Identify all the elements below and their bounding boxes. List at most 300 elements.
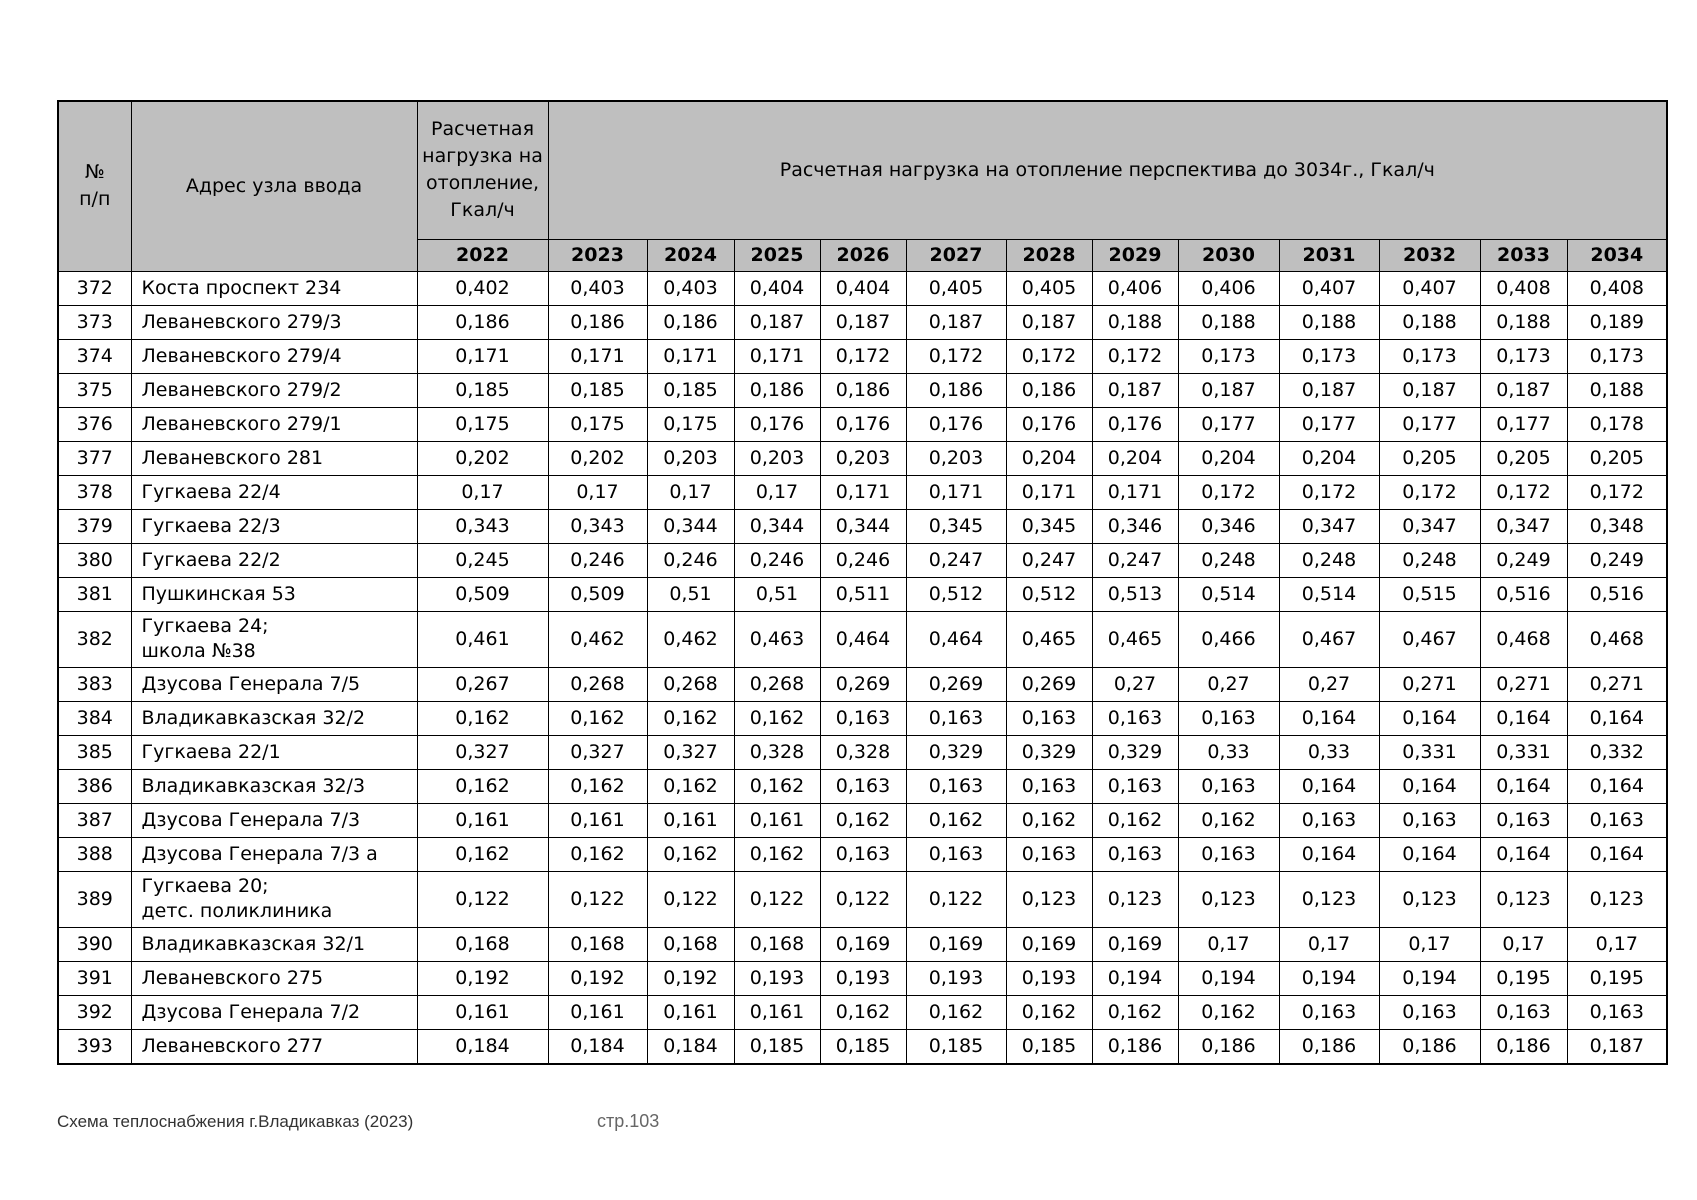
load-value-cell: 0,186 — [906, 373, 1006, 407]
year-header: 2030 — [1178, 239, 1279, 271]
row-number: 376 — [58, 407, 131, 441]
load-value-cell: 0,162 — [417, 837, 548, 871]
load-value-cell: 0,344 — [647, 509, 734, 543]
load-value-cell: 0,163 — [1379, 803, 1480, 837]
year-header: 2032 — [1379, 239, 1480, 271]
row-number: 389 — [58, 871, 131, 927]
load-value-cell: 0,249 — [1567, 543, 1667, 577]
load-value-cell: 0,163 — [1480, 803, 1567, 837]
row-number: 385 — [58, 735, 131, 769]
load-value-cell: 0,185 — [1006, 1029, 1092, 1064]
row-number: 382 — [58, 611, 131, 667]
header-address-label: Адрес узла ввода — [185, 174, 363, 197]
load-value-cell: 0,162 — [1178, 803, 1279, 837]
table-row — [58, 271, 1667, 305]
load-value-cell: 0,247 — [1092, 543, 1178, 577]
load-value-cell: 0,463 — [734, 611, 820, 667]
year-header: 2026 — [820, 239, 906, 271]
row-address: Гугкаева 22/2 — [131, 543, 417, 577]
load-value-cell: 0,193 — [906, 961, 1006, 995]
load-value-cell: 0,163 — [1006, 837, 1092, 871]
load-value-cell: 0,163 — [1178, 769, 1279, 803]
load-value-cell: 0,192 — [548, 961, 647, 995]
load-value-cell: 0,162 — [1006, 995, 1092, 1029]
row-address: Леваневского 279/1 — [131, 407, 417, 441]
load-value-cell: 0,188 — [1480, 305, 1567, 339]
load-value-cell: 0,267 — [417, 667, 548, 701]
row-number: 391 — [58, 961, 131, 995]
load-value-cell: 0,163 — [1092, 769, 1178, 803]
load-value-cell: 0,187 — [1178, 373, 1279, 407]
year-header: 2031 — [1279, 239, 1379, 271]
table-row — [58, 871, 1667, 927]
load-value-cell: 0,172 — [1480, 475, 1567, 509]
load-value-cell: 0,17 — [548, 475, 647, 509]
load-value-cell: 0,332 — [1567, 735, 1667, 769]
load-value-cell: 0,122 — [906, 871, 1006, 927]
load-value-cell: 0,345 — [1006, 509, 1092, 543]
table-row — [58, 577, 1667, 611]
heat-load-table — [57, 100, 1668, 1065]
load-value-cell: 0,171 — [548, 339, 647, 373]
load-value-cell: 0,327 — [548, 735, 647, 769]
load-value-cell: 0,171 — [820, 475, 906, 509]
load-value-cell: 0,171 — [906, 475, 1006, 509]
load-value-cell: 0,248 — [1379, 543, 1480, 577]
row-address: Пушкинская 53 — [131, 577, 417, 611]
load-value-cell: 0,172 — [1178, 475, 1279, 509]
load-value-cell: 0,403 — [647, 271, 734, 305]
load-value-cell: 0,405 — [906, 271, 1006, 305]
load-value-cell: 0,185 — [417, 373, 548, 407]
row-address: Владикавказская 32/3 — [131, 769, 417, 803]
load-value-cell: 0,185 — [820, 1029, 906, 1064]
load-value-cell: 0,162 — [734, 837, 820, 871]
load-value-cell: 0,176 — [1092, 407, 1178, 441]
load-value-cell: 0,27 — [1092, 667, 1178, 701]
load-value-cell: 0,408 — [1567, 271, 1667, 305]
load-value-cell: 0,466 — [1178, 611, 1279, 667]
load-value-cell: 0,268 — [734, 667, 820, 701]
load-value-cell: 0,247 — [1006, 543, 1092, 577]
load-value-cell: 0,407 — [1279, 271, 1379, 305]
load-value-cell: 0,246 — [647, 543, 734, 577]
load-value-cell: 0,194 — [1178, 961, 1279, 995]
load-value-cell: 0,33 — [1178, 735, 1279, 769]
load-value-cell: 0,162 — [820, 995, 906, 1029]
load-value-cell: 0,162 — [647, 701, 734, 735]
load-value-cell: 0,123 — [1006, 871, 1092, 927]
row-number: 388 — [58, 837, 131, 871]
load-value-cell: 0,194 — [1092, 961, 1178, 995]
load-value-cell: 0,163 — [1178, 837, 1279, 871]
load-value-cell: 0,122 — [820, 871, 906, 927]
load-value-cell: 0,327 — [417, 735, 548, 769]
row-address: Дзусова Генерала 7/2 — [131, 995, 417, 1029]
load-value-cell: 0,161 — [548, 803, 647, 837]
load-value-cell: 0,189 — [1567, 305, 1667, 339]
load-value-cell: 0,194 — [1279, 961, 1379, 995]
load-value-cell: 0,513 — [1092, 577, 1178, 611]
load-value-cell: 0,512 — [1006, 577, 1092, 611]
load-value-cell: 0,177 — [1279, 407, 1379, 441]
load-value-cell: 0,168 — [734, 927, 820, 961]
load-value-cell: 0,172 — [906, 339, 1006, 373]
load-value-cell: 0,329 — [1006, 735, 1092, 769]
load-value-cell: 0,188 — [1279, 305, 1379, 339]
load-value-cell: 0,516 — [1567, 577, 1667, 611]
table-row — [58, 1029, 1667, 1064]
row-number: 387 — [58, 803, 131, 837]
load-value-cell: 0,465 — [1092, 611, 1178, 667]
load-value-cell: 0,248 — [1279, 543, 1379, 577]
load-value-cell: 0,164 — [1279, 837, 1379, 871]
table-row — [58, 701, 1667, 735]
load-value-cell: 0,164 — [1279, 701, 1379, 735]
row-number: 375 — [58, 373, 131, 407]
load-value-cell: 0,347 — [1379, 509, 1480, 543]
year-header: 2029 — [1092, 239, 1178, 271]
load-value-cell: 0,122 — [647, 871, 734, 927]
load-value-cell: 0,17 — [647, 475, 734, 509]
load-value-cell: 0,268 — [548, 667, 647, 701]
row-address: Гугкаева 22/4 — [131, 475, 417, 509]
load-value-cell: 0,171 — [417, 339, 548, 373]
load-value-cell: 0,123 — [1379, 871, 1480, 927]
load-value-cell: 0,509 — [548, 577, 647, 611]
load-value-cell: 0,188 — [1178, 305, 1279, 339]
load-value-cell: 0,203 — [820, 441, 906, 475]
load-value-cell: 0,162 — [734, 769, 820, 803]
load-value-cell: 0,163 — [820, 769, 906, 803]
load-value-cell: 0,162 — [548, 701, 647, 735]
load-value-cell: 0,17 — [1567, 927, 1667, 961]
load-value-cell: 0,168 — [417, 927, 548, 961]
load-value-cell: 0,173 — [1480, 339, 1567, 373]
load-value-cell: 0,268 — [647, 667, 734, 701]
load-value-cell: 0,514 — [1178, 577, 1279, 611]
load-value-cell: 0,188 — [1092, 305, 1178, 339]
table-row — [58, 927, 1667, 961]
table-row — [58, 735, 1667, 769]
load-value-cell: 0,462 — [647, 611, 734, 667]
load-value-cell: 0,329 — [906, 735, 1006, 769]
load-value-cell: 0,202 — [417, 441, 548, 475]
load-value-cell: 0,163 — [906, 769, 1006, 803]
load-value-cell: 0,173 — [1567, 339, 1667, 373]
load-value-cell: 0,162 — [1178, 995, 1279, 1029]
load-value-cell: 0,172 — [820, 339, 906, 373]
heat-load-table-wrapper — [57, 100, 1665, 1065]
load-value-cell: 0,122 — [417, 871, 548, 927]
load-value-cell: 0,172 — [1379, 475, 1480, 509]
load-value-cell: 0,269 — [820, 667, 906, 701]
load-value-cell: 0,163 — [1567, 995, 1667, 1029]
header-number-label: № п/п — [79, 161, 111, 211]
table-row — [58, 509, 1667, 543]
row-address: Дзусова Генерала 7/3 а — [131, 837, 417, 871]
table-row — [58, 339, 1667, 373]
load-value-cell: 0,184 — [647, 1029, 734, 1064]
load-value-cell: 0,193 — [734, 961, 820, 995]
table-row — [58, 441, 1667, 475]
load-value-cell: 0,329 — [1092, 735, 1178, 769]
load-value-cell: 0,172 — [1092, 339, 1178, 373]
load-value-cell: 0,516 — [1480, 577, 1567, 611]
year-header: 2022 — [417, 239, 548, 271]
load-value-cell: 0,271 — [1480, 667, 1567, 701]
row-number: 373 — [58, 305, 131, 339]
load-value-cell: 0,173 — [1178, 339, 1279, 373]
load-value-cell: 0,192 — [647, 961, 734, 995]
load-value-cell: 0,163 — [1006, 769, 1092, 803]
year-header: 2034 — [1567, 239, 1667, 271]
load-value-cell: 0,17 — [1178, 927, 1279, 961]
header-load — [417, 101, 548, 239]
row-number: 383 — [58, 667, 131, 701]
row-number: 386 — [58, 769, 131, 803]
load-value-cell: 0,185 — [734, 1029, 820, 1064]
load-value-cell: 0,205 — [1480, 441, 1567, 475]
load-value-cell: 0,164 — [1480, 837, 1567, 871]
load-value-cell: 0,184 — [417, 1029, 548, 1064]
load-value-cell: 0,343 — [548, 509, 647, 543]
load-value-cell: 0,187 — [734, 305, 820, 339]
table-row — [58, 769, 1667, 803]
table-row — [58, 837, 1667, 871]
load-value-cell: 0,404 — [734, 271, 820, 305]
year-header: 2025 — [734, 239, 820, 271]
load-value-cell: 0,407 — [1379, 271, 1480, 305]
load-value-cell: 0,186 — [1279, 1029, 1379, 1064]
load-value-cell: 0,468 — [1480, 611, 1567, 667]
load-value-cell: 0,162 — [734, 701, 820, 735]
load-value-cell: 0,51 — [647, 577, 734, 611]
header-load-label: Расчетная нагрузка на отопление, Гкал/ч — [422, 118, 543, 222]
load-value-cell: 0,205 — [1567, 441, 1667, 475]
load-value-cell: 0,162 — [1006, 803, 1092, 837]
load-value-cell: 0,406 — [1092, 271, 1178, 305]
table-row — [58, 995, 1667, 1029]
load-value-cell: 0,164 — [1379, 837, 1480, 871]
load-value-cell: 0,164 — [1379, 769, 1480, 803]
load-value-cell: 0,186 — [548, 305, 647, 339]
table-row — [58, 305, 1667, 339]
load-value-cell: 0,204 — [1178, 441, 1279, 475]
load-value-cell: 0,169 — [820, 927, 906, 961]
header-perspective-label: Расчетная нагрузка на отопление перспектива до 3034г., Гкал/ч — [779, 158, 1435, 181]
load-value-cell: 0,247 — [906, 543, 1006, 577]
load-value-cell: 0,331 — [1480, 735, 1567, 769]
load-value-cell: 0,246 — [548, 543, 647, 577]
table-row — [58, 373, 1667, 407]
load-value-cell: 0,188 — [1379, 305, 1480, 339]
load-value-cell: 0,187 — [1379, 373, 1480, 407]
load-value-cell: 0,51 — [734, 577, 820, 611]
load-value-cell: 0,249 — [1480, 543, 1567, 577]
row-number: 384 — [58, 701, 131, 735]
load-value-cell: 0,17 — [417, 475, 548, 509]
load-value-cell: 0,172 — [1567, 475, 1667, 509]
row-address: Дзусова Генерала 7/5 — [131, 667, 417, 701]
load-value-cell: 0,163 — [1480, 995, 1567, 1029]
load-value-cell: 0,344 — [734, 509, 820, 543]
table-row — [58, 961, 1667, 995]
row-address: Дзусова Генерала 7/3 — [131, 803, 417, 837]
load-value-cell: 0,203 — [734, 441, 820, 475]
load-value-cell: 0,186 — [820, 373, 906, 407]
table-row — [58, 475, 1667, 509]
load-value-cell: 0,185 — [647, 373, 734, 407]
load-value-cell: 0,348 — [1567, 509, 1667, 543]
load-value-cell: 0,163 — [1567, 803, 1667, 837]
load-value-cell: 0,185 — [906, 1029, 1006, 1064]
load-value-cell: 0,171 — [734, 339, 820, 373]
load-value-cell: 0,187 — [1279, 373, 1379, 407]
load-value-cell: 0,162 — [548, 837, 647, 871]
row-address: Владикавказская 32/2 — [131, 701, 417, 735]
load-value-cell: 0,408 — [1480, 271, 1567, 305]
load-value-cell: 0,172 — [1006, 339, 1092, 373]
load-value-cell: 0,176 — [906, 407, 1006, 441]
load-value-cell: 0,405 — [1006, 271, 1092, 305]
year-header: 2033 — [1480, 239, 1567, 271]
year-header: 2024 — [647, 239, 734, 271]
row-address: Гугкаева 20; детс. поликлиника — [131, 871, 417, 927]
load-value-cell: 0,468 — [1567, 611, 1667, 667]
row-number: 390 — [58, 927, 131, 961]
load-value-cell: 0,163 — [1178, 701, 1279, 735]
load-value-cell: 0,177 — [1379, 407, 1480, 441]
row-address: Леваневского 281 — [131, 441, 417, 475]
load-value-cell: 0,123 — [1279, 871, 1379, 927]
table-row — [58, 611, 1667, 667]
load-value-cell: 0,175 — [417, 407, 548, 441]
row-address: Гугкаева 22/1 — [131, 735, 417, 769]
load-value-cell: 0,168 — [548, 927, 647, 961]
load-value-cell: 0,163 — [1092, 837, 1178, 871]
load-value-cell: 0,162 — [548, 769, 647, 803]
load-value-cell: 0,187 — [1480, 373, 1567, 407]
load-value-cell: 0,246 — [820, 543, 906, 577]
load-value-cell: 0,122 — [734, 871, 820, 927]
row-number: 374 — [58, 339, 131, 373]
load-value-cell: 0,185 — [548, 373, 647, 407]
load-value-cell: 0,328 — [734, 735, 820, 769]
load-value-cell: 0,176 — [1006, 407, 1092, 441]
load-value-cell: 0,176 — [734, 407, 820, 441]
load-value-cell: 0,186 — [1379, 1029, 1480, 1064]
load-value-cell: 0,467 — [1279, 611, 1379, 667]
load-value-cell: 0,331 — [1379, 735, 1480, 769]
row-number: 380 — [58, 543, 131, 577]
load-value-cell: 0,188 — [1567, 373, 1667, 407]
load-value-cell: 0,171 — [647, 339, 734, 373]
load-value-cell: 0,169 — [1092, 927, 1178, 961]
load-value-cell: 0,406 — [1178, 271, 1279, 305]
load-value-cell: 0,17 — [1279, 927, 1379, 961]
load-value-cell: 0,163 — [1006, 701, 1092, 735]
load-value-cell: 0,163 — [820, 837, 906, 871]
row-number: 393 — [58, 1029, 131, 1064]
load-value-cell: 0,461 — [417, 611, 548, 667]
load-value-cell: 0,464 — [906, 611, 1006, 667]
load-value-cell: 0,204 — [1279, 441, 1379, 475]
load-value-cell: 0,162 — [1092, 995, 1178, 1029]
load-value-cell: 0,402 — [417, 271, 548, 305]
load-value-cell: 0,186 — [647, 305, 734, 339]
load-value-cell: 0,404 — [820, 271, 906, 305]
load-value-cell: 0,172 — [1279, 475, 1379, 509]
load-value-cell: 0,169 — [1006, 927, 1092, 961]
load-value-cell: 0,164 — [1480, 769, 1567, 803]
load-value-cell: 0,164 — [1567, 837, 1667, 871]
load-value-cell: 0,178 — [1567, 407, 1667, 441]
row-address: Гугкаева 22/3 — [131, 509, 417, 543]
load-value-cell: 0,203 — [647, 441, 734, 475]
load-value-cell: 0,27 — [1178, 667, 1279, 701]
load-value-cell: 0,195 — [1567, 961, 1667, 995]
load-value-cell: 0,343 — [417, 509, 548, 543]
load-value-cell: 0,205 — [1379, 441, 1480, 475]
load-value-cell: 0,161 — [417, 803, 548, 837]
load-value-cell: 0,163 — [820, 701, 906, 735]
load-value-cell: 0,193 — [1006, 961, 1092, 995]
load-value-cell: 0,403 — [548, 271, 647, 305]
load-value-cell: 0,512 — [906, 577, 1006, 611]
document-title: Схема теплоснабжения г.Владикавказ (2023) — [57, 1112, 414, 1131]
load-value-cell: 0,17 — [1379, 927, 1480, 961]
row-address: Гугкаева 24; школа №38 — [131, 611, 417, 667]
row-number: 392 — [58, 995, 131, 1029]
load-value-cell: 0,509 — [417, 577, 548, 611]
load-value-cell: 0,511 — [820, 577, 906, 611]
load-value-cell: 0,164 — [1279, 769, 1379, 803]
load-value-cell: 0,347 — [1480, 509, 1567, 543]
load-value-cell: 0,328 — [820, 735, 906, 769]
load-value-cell: 0,163 — [1279, 803, 1379, 837]
row-address: Коста проспект 234 — [131, 271, 417, 305]
row-number: 372 — [58, 271, 131, 305]
load-value-cell: 0,187 — [906, 305, 1006, 339]
load-value-cell: 0,465 — [1006, 611, 1092, 667]
load-value-cell: 0,168 — [647, 927, 734, 961]
load-value-cell: 0,187 — [1092, 373, 1178, 407]
load-value-cell: 0,173 — [1279, 339, 1379, 373]
load-value-cell: 0,123 — [1567, 871, 1667, 927]
load-value-cell: 0,194 — [1379, 961, 1480, 995]
load-value-cell: 0,17 — [1480, 927, 1567, 961]
load-value-cell: 0,344 — [820, 509, 906, 543]
row-number: 381 — [58, 577, 131, 611]
load-value-cell: 0,246 — [734, 543, 820, 577]
load-value-cell: 0,202 — [548, 441, 647, 475]
load-value-cell: 0,162 — [820, 803, 906, 837]
load-value-cell: 0,123 — [1178, 871, 1279, 927]
load-value-cell: 0,162 — [647, 837, 734, 871]
load-value-cell: 0,161 — [734, 995, 820, 1029]
load-value-cell: 0,347 — [1279, 509, 1379, 543]
load-value-cell: 0,186 — [734, 373, 820, 407]
table-row — [58, 667, 1667, 701]
load-value-cell: 0,33 — [1279, 735, 1379, 769]
load-value-cell: 0,346 — [1092, 509, 1178, 543]
load-value-cell: 0,163 — [906, 837, 1006, 871]
load-value-cell: 0,169 — [906, 927, 1006, 961]
load-value-cell: 0,173 — [1379, 339, 1480, 373]
load-value-cell: 0,161 — [734, 803, 820, 837]
year-header: 2027 — [906, 239, 1006, 271]
